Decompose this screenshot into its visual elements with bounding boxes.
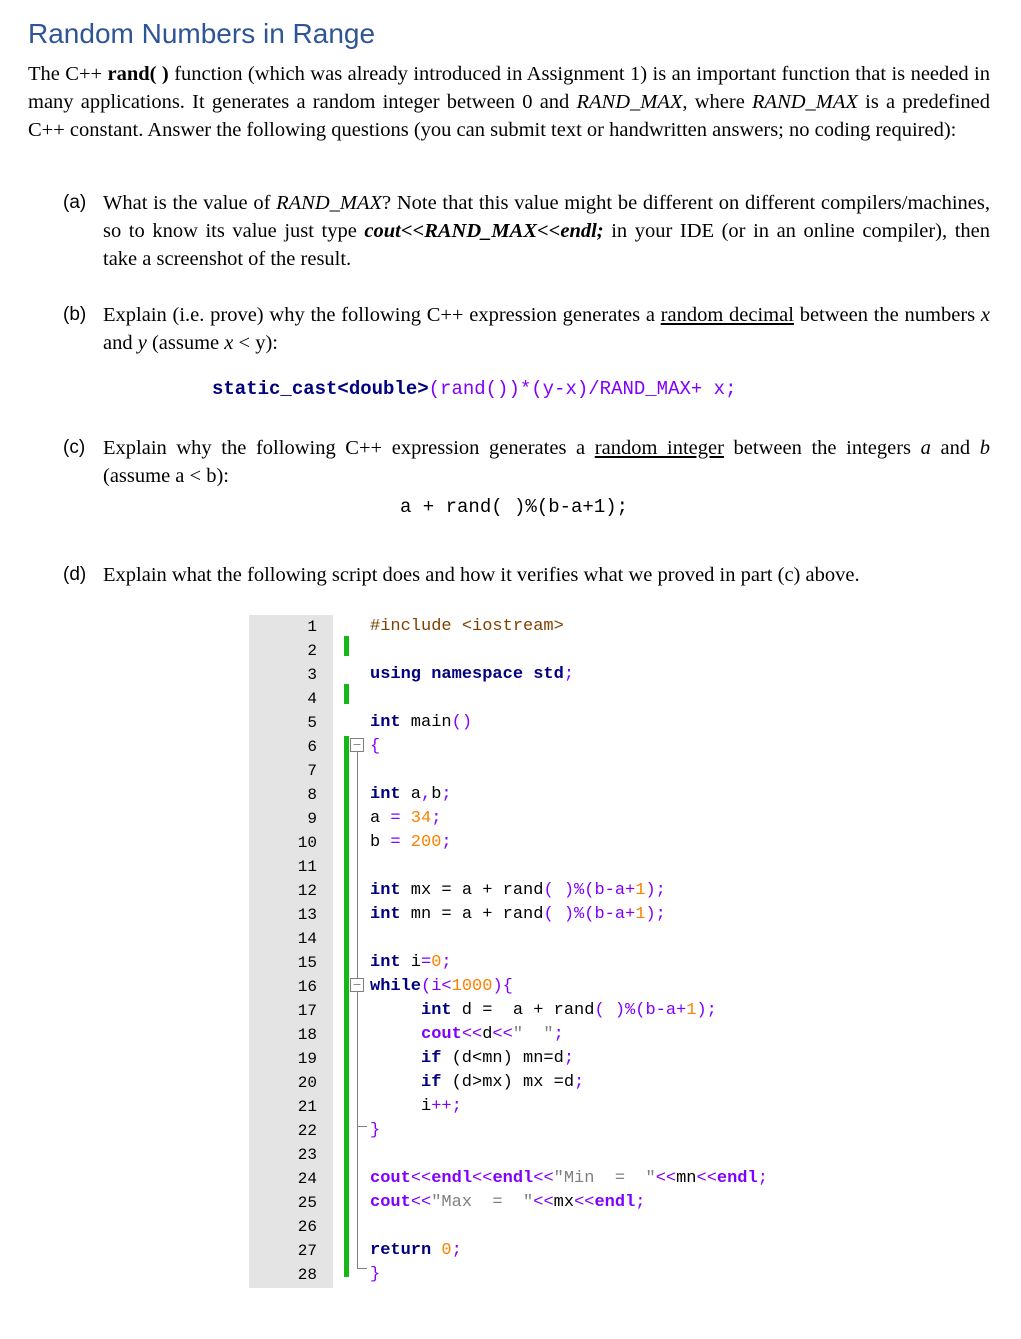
identifier: endl: [716, 1169, 758, 1188]
fold-minus: −: [352, 738, 362, 751]
variable-x: x: [980, 304, 990, 326]
line-number: 24: [297, 1170, 317, 1188]
operator: =: [421, 953, 432, 972]
identifier: endl: [431, 1169, 473, 1188]
type-template: <double>: [337, 378, 429, 400]
line-number: 4: [307, 690, 317, 708]
fold-line: [357, 752, 358, 1126]
string: "Min = ": [553, 1169, 656, 1188]
question-text: [103, 561, 990, 589]
intro-rand-function: rand( ): [107, 63, 169, 85]
number: 0: [431, 1241, 452, 1260]
question-text-part: in your IDE (or in an online compiler), then take a screenshot of the result.: [103, 220, 990, 270]
variable-b: b: [979, 437, 990, 459]
brace: }: [370, 1265, 381, 1284]
fold-line: [357, 1126, 358, 1268]
question-text-part: between the integers: [723, 437, 921, 459]
operator: ( )%(b-a+: [594, 1001, 687, 1020]
question-text-part: What is the value of: [103, 192, 277, 214]
line-number: 18: [297, 1026, 317, 1044]
line-number: 1: [307, 618, 317, 636]
question-a: [63, 188, 990, 273]
operator: <<: [410, 1169, 432, 1188]
variable-a: a: [920, 437, 931, 459]
identifier: (d<mn) mn=d: [441, 1049, 564, 1068]
keyword: while: [370, 977, 422, 996]
identifier: b: [431, 785, 442, 804]
line-number: 2: [307, 642, 317, 660]
operator: <<: [533, 1193, 554, 1212]
identifier: cout: [370, 1193, 411, 1212]
keyword: return: [370, 1241, 432, 1260]
line-number: 6: [307, 738, 317, 756]
code-line-20: [421, 1073, 584, 1092]
operator: (i<: [421, 977, 452, 996]
operator: ;: [574, 1073, 585, 1092]
identifier: cout: [421, 1025, 462, 1044]
identifier: endl: [492, 1169, 534, 1188]
expression-text: a + rand( )%(b-a+1);: [400, 496, 629, 518]
static-cast-keyword: static_cast: [212, 378, 338, 400]
line-number: 10: [297, 834, 317, 852]
question-d: [63, 560, 990, 589]
operator: <<: [574, 1193, 595, 1212]
cout-statement: cout<<RAND_MAX<<endl;: [364, 220, 604, 242]
operator: ;: [451, 1241, 462, 1260]
code-line-8: [370, 785, 452, 804]
fold-toggle-icon[interactable]: [350, 738, 364, 752]
type: int: [370, 713, 401, 732]
number: 0: [431, 953, 442, 972]
identifier: d: [482, 1025, 493, 1044]
operator: ;: [553, 1025, 564, 1044]
intro-text: , where: [682, 91, 753, 113]
identifier: main: [400, 713, 452, 732]
line-number: 26: [297, 1218, 317, 1236]
operator: ++;: [431, 1097, 462, 1116]
variable-y: y: [137, 332, 147, 354]
operator: (): [451, 713, 473, 732]
code-line-10: [370, 833, 452, 852]
change-bar: [344, 684, 349, 704]
question-text-part: and: [103, 332, 138, 354]
identifier: mn: [676, 1169, 697, 1188]
code-line-9: [370, 809, 441, 828]
number: 1: [635, 881, 646, 900]
page-title: Random Numbers in Range: [28, 18, 376, 49]
operator: );: [645, 905, 666, 924]
keyword: if: [421, 1073, 442, 1092]
change-bar: [344, 636, 349, 656]
identifier: b: [370, 833, 391, 852]
fold-end: [357, 1268, 367, 1269]
operator: ( )%(b-a+: [543, 905, 636, 924]
code-line-17: [421, 1001, 717, 1020]
type: int: [370, 881, 401, 900]
question-label: (c): [63, 437, 86, 458]
question-text-part: between the numbers: [793, 304, 981, 326]
keyword: using namespace std: [370, 665, 564, 684]
identifier: a: [370, 809, 391, 828]
intro-rand-max: RAND_MAX: [576, 91, 683, 113]
code-line-3: [370, 665, 574, 684]
line-number: 22: [297, 1122, 317, 1140]
type: int: [370, 785, 401, 804]
line-number: 11: [297, 858, 317, 876]
expression-b: [212, 378, 737, 400]
line-number: 8: [307, 786, 317, 804]
operator: <<: [655, 1169, 677, 1188]
operator: ;: [757, 1169, 768, 1188]
line-number: 28: [297, 1266, 317, 1284]
operator: ;: [635, 1193, 646, 1212]
question-b: [63, 300, 990, 357]
line-number: 16: [297, 978, 317, 996]
code-line-21: [421, 1097, 462, 1116]
code-line-25: [370, 1193, 645, 1212]
line-number: 3: [307, 666, 317, 684]
type: int: [421, 1001, 452, 1020]
question-text-part: (assume a < b):: [103, 465, 229, 487]
code-line-24: [370, 1169, 768, 1188]
operator: =: [390, 809, 401, 828]
question-text: [103, 301, 990, 357]
change-bar: [344, 736, 349, 1277]
operator: ){: [492, 977, 513, 996]
intro-paragraph: [28, 60, 990, 144]
number: 34: [400, 809, 432, 828]
line-number: 13: [297, 906, 317, 924]
operator: ;: [441, 953, 452, 972]
operator: <<: [492, 1025, 513, 1044]
question-text-part: Explain (i.e. prove) why the following C++ expression generates a: [103, 304, 661, 326]
line-number: 14: [297, 930, 317, 948]
line-number: 19: [297, 1050, 317, 1068]
fold-end: [357, 1126, 367, 1127]
question-text-part: (assume: [146, 332, 225, 354]
operator: ;: [563, 1049, 575, 1068]
identifier: cout: [370, 1169, 411, 1188]
number: 200: [400, 833, 442, 852]
operator: <<: [696, 1169, 717, 1188]
code-line-19: [421, 1049, 574, 1068]
rand-max-term: RAND_MAX: [276, 192, 383, 214]
keyword: if: [421, 1049, 442, 1068]
question-text-part: Explain what the following script does and how it verifies what we proved in part (c) above.: [103, 564, 860, 586]
identifier: mx: [553, 1193, 575, 1212]
string: " ": [512, 1025, 554, 1044]
expression-rest: (rand())*(y-x)/RAND_MAX+ x;: [428, 378, 737, 400]
operator: );: [645, 881, 666, 900]
code-line-5: [370, 713, 472, 732]
line-number: 5: [307, 714, 317, 732]
string: "Max = ": [431, 1193, 534, 1212]
code-line-22: [370, 1121, 380, 1140]
number: 1000: [451, 977, 493, 996]
line-number: 27: [297, 1242, 317, 1260]
random-decimal-term: random decimal: [660, 304, 794, 326]
code-line-1: #include <iostream>: [370, 617, 564, 636]
line-number: 12: [297, 882, 317, 900]
operator: ;: [441, 833, 452, 852]
line-number: 9: [307, 810, 317, 828]
code-line-27: [370, 1241, 462, 1260]
question-text: [103, 434, 990, 490]
code-line-13: [370, 905, 666, 924]
brace: {: [370, 737, 381, 756]
code-line-6: [370, 737, 380, 756]
identifier: i: [421, 1097, 432, 1116]
code-line-15: [370, 953, 452, 972]
question-text-part: Explain why the following C++ expression generates a: [103, 437, 595, 459]
question-label: (a): [63, 192, 87, 213]
variable-x: x: [224, 332, 234, 354]
operator: ;: [431, 809, 442, 828]
intro-rand-max: RAND_MAX: [752, 91, 858, 113]
type: int: [370, 953, 401, 972]
line-number: 17: [297, 1002, 317, 1020]
intro-text: function (which was already introduced in Assignment 1) is an important function that is needed in many applications. It generates a random integer between 0 and: [28, 63, 990, 113]
question-text: [103, 189, 990, 273]
intro-text: is a predefined C++ constant. Answer the following questions (you can submit text or handwritten answers; no coding required):: [28, 91, 990, 141]
fold-minus: −: [352, 978, 362, 991]
line-number: 20: [297, 1074, 317, 1092]
identifier: (d>mx) mx =d: [441, 1073, 575, 1092]
operator: <<: [472, 1169, 493, 1188]
operator: ( )%(b-a+: [543, 881, 636, 900]
operator: <<: [461, 1025, 483, 1044]
question-text-part: ? Note that this value might be different on different compilers/machines, so to know its value just type: [103, 192, 990, 242]
identifier: a: [400, 785, 422, 804]
fold-toggle-icon[interactable]: [350, 978, 364, 992]
operator: <<: [410, 1193, 432, 1212]
number: 1: [686, 1001, 697, 1020]
line-number: 25: [297, 1194, 317, 1212]
question-c: [63, 433, 990, 490]
code-line-12: [370, 881, 666, 900]
operator: <<: [533, 1169, 554, 1188]
line-number: 21: [297, 1098, 317, 1116]
identifier: d = a + rand: [451, 1001, 595, 1020]
line-number: 15: [297, 954, 317, 972]
operator: ,: [421, 785, 432, 804]
identifier: mn = a + rand: [400, 905, 544, 924]
code-line-16: [370, 977, 513, 996]
question-label: (d): [63, 564, 87, 585]
line-number: 7: [307, 762, 317, 780]
expression-c: [400, 496, 628, 518]
identifier: i: [400, 953, 422, 972]
question-text-part: < y):: [233, 332, 278, 354]
question-text-part: and: [930, 437, 980, 459]
number: 1: [635, 905, 646, 924]
intro-text: The C++: [28, 63, 108, 85]
identifier: mx = a + rand: [400, 881, 544, 900]
operator: ;: [441, 785, 452, 804]
brace: }: [370, 1121, 381, 1140]
type: int: [370, 905, 401, 924]
line-number: 23: [297, 1146, 317, 1164]
identifier: endl: [594, 1193, 636, 1212]
operator: =: [390, 833, 401, 852]
operator: );: [696, 1001, 717, 1020]
code-line-28: [370, 1265, 380, 1284]
code-line-18: [421, 1025, 564, 1044]
random-integer-term: random integer: [594, 437, 724, 459]
code-editor-screenshot: [249, 615, 849, 1288]
operator: ;: [563, 665, 575, 684]
question-label: (b): [63, 304, 87, 325]
